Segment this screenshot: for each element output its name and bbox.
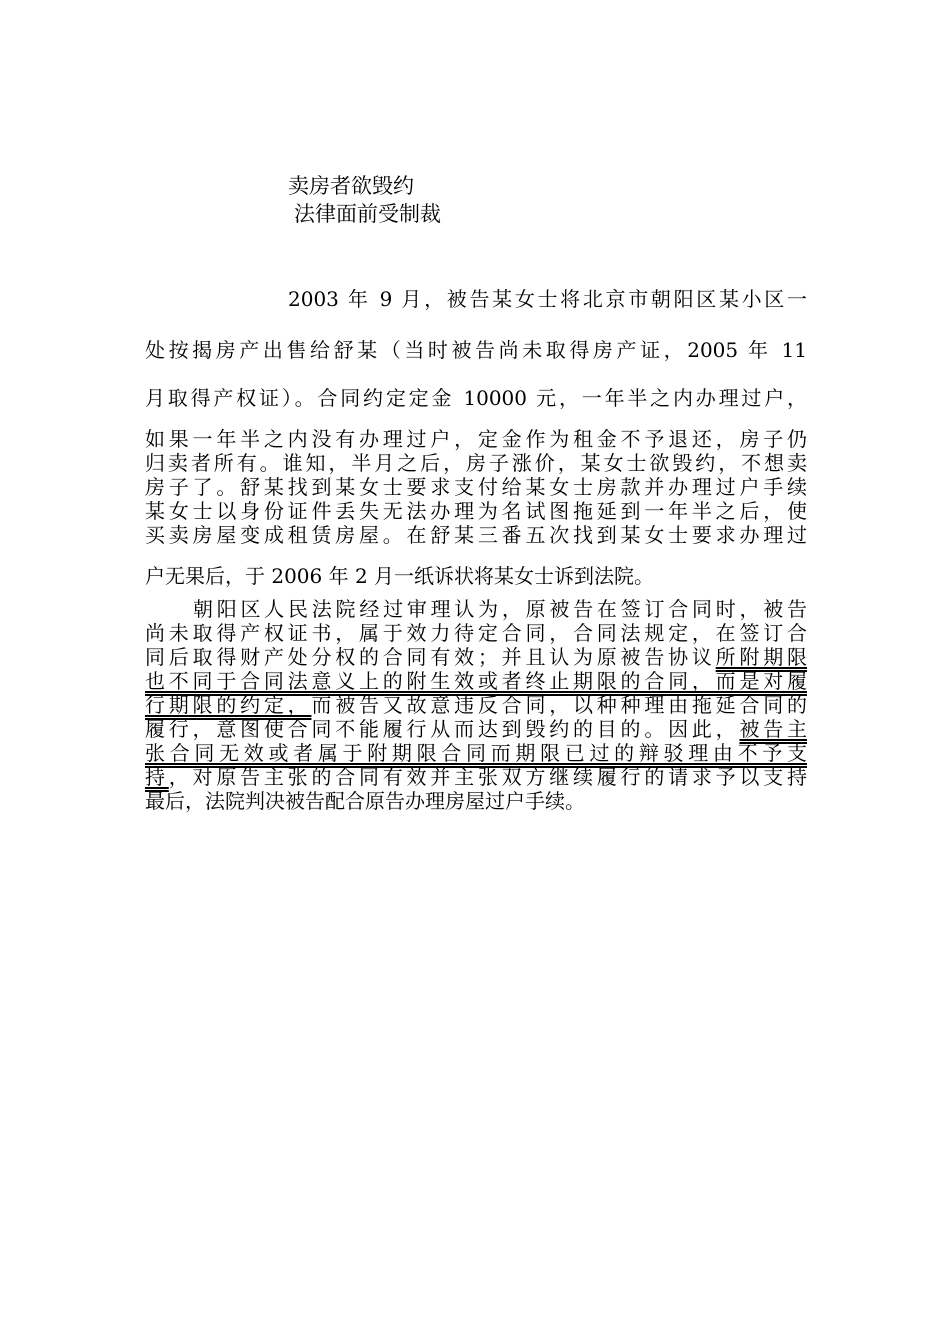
- paragraph2-text: 履行，意图使合同不能履行从而达到毁约的目的。因此，: [145, 717, 740, 741]
- paragraph1-line: 某女士以身份证件丢失无法办理为名试图拖延到一年半之后，使: [145, 499, 807, 523]
- paragraph1-line: 月取得产权证）。合同约定定金 10000 元，一年半之内办理过户，: [145, 386, 807, 410]
- paragraph1-line: 如果一年半之内没有办理过户，定金作为租金不予退还，房子仍: [145, 427, 807, 451]
- paragraph2-line: 最后，法院判决被告配合原告办理房屋过户手续。: [145, 789, 585, 813]
- paragraph1-line: 买卖房屋变成租赁房屋。在舒某三番五次找到某女士要求办理过: [145, 523, 807, 547]
- paragraph2-text: 而被告又故意违反合同，以种种理由拖延合同的: [311, 693, 808, 717]
- underlined-text: 所附期限: [715, 645, 808, 669]
- title-line-2: 法律面前受制裁: [294, 202, 441, 226]
- paragraph2-line: [145, 765, 807, 789]
- paragraph1-line: 处按揭房产出售给舒某（当时被告尚未取得房产证，2005 年 11: [145, 338, 807, 362]
- paragraph1-line: 户无果后，于 2006 年 2 月一纸诉状将某女士诉到法院。: [145, 564, 655, 588]
- paragraph2-text: ，对原告主张的合同有效并主张双方继续履行的请求予以支持: [168, 765, 808, 789]
- paragraph2-line: [145, 645, 807, 669]
- title-line-1: 卖房者欲毁约: [288, 174, 414, 198]
- underlined-text: 行期限的约定，: [145, 693, 312, 717]
- underlined-text: 持: [145, 765, 169, 789]
- paragraph2-line: [145, 669, 807, 693]
- paragraph1-line: 2003 年 9 月，被告某女士将北京市朝阳区某小区一: [288, 287, 807, 311]
- paragraph1-line: 归卖者所有。谁知，半月之后，房子涨价，某女士欲毁约，不想卖: [145, 451, 807, 475]
- underlined-text: 张合同无效或者属于附期限合同而期限已过的辩驳理由不予支: [145, 741, 807, 765]
- paragraph1-line: 房子了。舒某找到某女士要求支付给某女士房款并办理过户手续: [145, 475, 807, 499]
- paragraph2-line: [145, 693, 807, 717]
- paragraph2-line: [145, 717, 807, 741]
- paragraph2-line: 朝阳区人民法院经过审理认为，原被告在签订合同时，被告: [193, 597, 807, 621]
- paragraph2-text: 同后取得财产处分权的合同有效；并且认为原被告协议: [145, 645, 716, 669]
- paragraph2-line: 尚未取得产权证书，属于效力待定合同，合同法规定，在签订合: [145, 621, 807, 645]
- underlined-text: 被告主: [739, 717, 808, 741]
- paragraph2-line: [145, 741, 807, 765]
- underlined-text: 也不同于合同法意义上的附生效或者终止期限的合同，而是对履: [145, 669, 807, 693]
- article-title: [288, 172, 441, 228]
